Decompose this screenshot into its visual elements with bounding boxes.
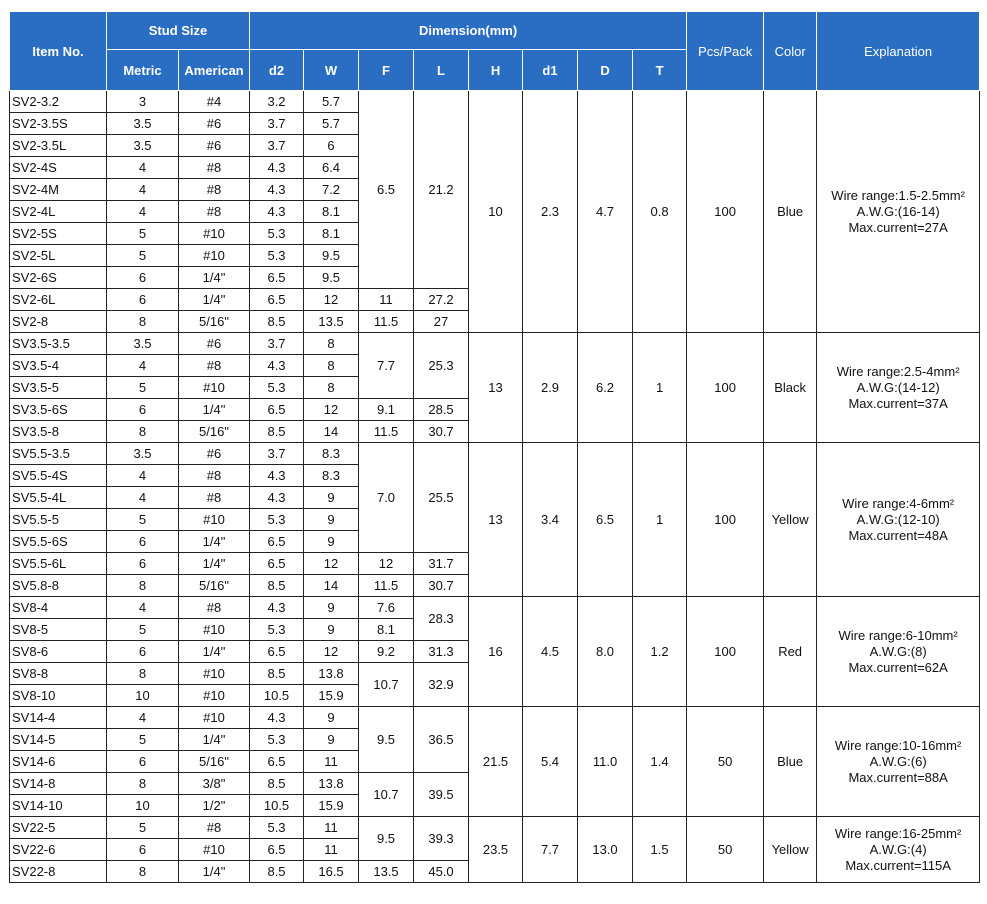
w-cell: 12 (304, 289, 359, 311)
metric-cell: 10 (107, 685, 179, 707)
metric-cell: 6 (107, 399, 179, 421)
metric-cell: 6 (107, 531, 179, 553)
metric-cell: 4 (107, 707, 179, 729)
table-row (10, 597, 980, 619)
l-cell: 30.7 (414, 421, 469, 443)
explanation-line: A.W.G:(16-14) (856, 203, 940, 219)
metric-cell: 3.5 (107, 135, 179, 157)
item-no-cell: SV14-4 (10, 707, 107, 729)
d-cell: 6.5 (578, 443, 633, 597)
d2-cell: 10.5 (250, 685, 304, 707)
explanation-line: Wire range:6-10mm² (838, 627, 958, 643)
american-cell: #6 (179, 333, 250, 355)
w-cell: 8.3 (304, 465, 359, 487)
w-cell: 7.2 (304, 179, 359, 201)
american-cell: #8 (179, 465, 250, 487)
l-cell: 31.7 (414, 553, 469, 575)
d2-cell: 4.3 (250, 355, 304, 377)
item-no-cell: SV2-5S (10, 223, 107, 245)
l-cell: 25.5 (414, 443, 469, 553)
d2-cell: 4.3 (250, 157, 304, 179)
item-no-cell: SV8-6 (10, 641, 107, 663)
d2-cell: 5.3 (250, 509, 304, 531)
item-no-cell: SV5.5-3.5 (10, 443, 107, 465)
metric-cell: 5 (107, 509, 179, 531)
w-cell: 14 (304, 575, 359, 597)
l-cell: 27 (414, 311, 469, 333)
american-cell: #10 (179, 663, 250, 685)
d2-cell: 4.3 (250, 707, 304, 729)
d2-cell: 4.3 (250, 597, 304, 619)
american-cell: 5/16" (179, 421, 250, 443)
f-cell: 6.5 (359, 91, 414, 289)
d2-cell: 5.3 (250, 729, 304, 751)
metric-cell: 4 (107, 465, 179, 487)
table-row (10, 707, 980, 729)
w-cell: 11 (304, 839, 359, 861)
american-cell: #6 (179, 135, 250, 157)
header-item-no: Item No. (10, 12, 107, 91)
american-cell: #8 (179, 201, 250, 223)
item-no-cell: SV8-5 (10, 619, 107, 641)
header-dimension: Dimension(mm) (250, 12, 687, 50)
metric-cell: 4 (107, 179, 179, 201)
l-cell: 25.3 (414, 333, 469, 399)
w-cell: 12 (304, 399, 359, 421)
american-cell: #6 (179, 443, 250, 465)
f-cell: 11.5 (359, 575, 414, 597)
item-no-cell: SV8-4 (10, 597, 107, 619)
item-no-cell: SV22-8 (10, 861, 107, 883)
explanation-cell (817, 443, 980, 597)
d2-cell: 8.5 (250, 861, 304, 883)
w-cell: 13.8 (304, 773, 359, 795)
w-cell: 8.3 (304, 443, 359, 465)
item-no-cell: SV5.5-4S (10, 465, 107, 487)
d-cell: 13.0 (578, 817, 633, 883)
metric-cell: 4 (107, 597, 179, 619)
w-cell: 9 (304, 487, 359, 509)
w-cell: 9 (304, 729, 359, 751)
explanation-line: A.W.G:(4) (869, 841, 927, 857)
d2-cell: 8.5 (250, 773, 304, 795)
explanation-cell (817, 333, 980, 443)
t-cell: 1 (633, 443, 687, 597)
metric-cell: 5 (107, 377, 179, 399)
l-cell: 30.7 (414, 575, 469, 597)
table-body (10, 91, 980, 883)
item-no-cell: SV5.5-4L (10, 487, 107, 509)
f-cell: 8.1 (359, 619, 414, 641)
american-cell: #8 (179, 597, 250, 619)
metric-cell: 3.5 (107, 113, 179, 135)
w-cell: 13.5 (304, 311, 359, 333)
item-no-cell: SV2-6L (10, 289, 107, 311)
d-cell: 6.2 (578, 333, 633, 443)
d1-cell: 3.4 (523, 443, 578, 597)
explanation-line: A.W.G:(6) (869, 753, 927, 769)
d2-cell: 6.5 (250, 399, 304, 421)
american-cell: 1/4" (179, 399, 250, 421)
d2-cell: 8.5 (250, 311, 304, 333)
header-metric: Metric (107, 50, 179, 91)
l-cell: 21.2 (414, 91, 469, 289)
d2-cell: 3.7 (250, 135, 304, 157)
f-cell: 7.6 (359, 597, 414, 619)
item-no-cell: SV3.5-8 (10, 421, 107, 443)
explanation-cell (817, 597, 980, 707)
item-no-cell: SV8-8 (10, 663, 107, 685)
d2-cell: 3.7 (250, 333, 304, 355)
header-w: W (304, 50, 359, 91)
f-cell: 9.5 (359, 707, 414, 773)
h-cell: 13 (469, 443, 523, 597)
american-cell: #10 (179, 509, 250, 531)
d2-cell: 10.5 (250, 795, 304, 817)
header-explanation: Explanation (817, 12, 980, 91)
item-no-cell: SV14-6 (10, 751, 107, 773)
color-cell: Yellow (764, 443, 817, 597)
d2-cell: 5.3 (250, 619, 304, 641)
d1-cell: 5.4 (523, 707, 578, 817)
f-cell: 9.5 (359, 817, 414, 861)
metric-cell: 4 (107, 487, 179, 509)
item-no-cell: SV14-8 (10, 773, 107, 795)
w-cell: 5.7 (304, 113, 359, 135)
d2-cell: 5.3 (250, 223, 304, 245)
h-cell: 21.5 (469, 707, 523, 817)
d2-cell: 6.5 (250, 289, 304, 311)
h-cell: 13 (469, 333, 523, 443)
american-cell: 1/2" (179, 795, 250, 817)
metric-cell: 3 (107, 91, 179, 113)
d2-cell: 8.5 (250, 663, 304, 685)
item-no-cell: SV2-3.5L (10, 135, 107, 157)
item-no-cell: SV2-5L (10, 245, 107, 267)
metric-cell: 8 (107, 575, 179, 597)
item-no-cell: SV14-5 (10, 729, 107, 751)
d2-cell: 6.5 (250, 531, 304, 553)
item-no-cell: SV5.5-6S (10, 531, 107, 553)
h-cell: 10 (469, 91, 523, 333)
metric-cell: 5 (107, 619, 179, 641)
item-no-cell: SV2-3.5S (10, 113, 107, 135)
metric-cell: 8 (107, 311, 179, 333)
american-cell: #10 (179, 839, 250, 861)
w-cell: 8.1 (304, 223, 359, 245)
american-cell: #8 (179, 157, 250, 179)
w-cell: 9 (304, 597, 359, 619)
color-cell: Red (764, 597, 817, 707)
d2-cell: 3.7 (250, 113, 304, 135)
american-cell: #10 (179, 707, 250, 729)
f-cell: 10.7 (359, 773, 414, 817)
metric-cell: 6 (107, 641, 179, 663)
metric-cell: 8 (107, 861, 179, 883)
american-cell: #8 (179, 817, 250, 839)
f-cell: 12 (359, 553, 414, 575)
d2-cell: 6.5 (250, 553, 304, 575)
item-no-cell: SV22-5 (10, 817, 107, 839)
metric-cell: 5 (107, 245, 179, 267)
american-cell: 1/4" (179, 729, 250, 751)
w-cell: 8.1 (304, 201, 359, 223)
explanation-line: Wire range:1.5-2.5mm² (831, 187, 965, 203)
explanation-line: Max.current=115A (845, 857, 951, 873)
metric-cell: 4 (107, 157, 179, 179)
metric-cell: 6 (107, 839, 179, 861)
american-cell: 5/16" (179, 575, 250, 597)
metric-cell: 4 (107, 355, 179, 377)
w-cell: 9.5 (304, 267, 359, 289)
f-cell: 11.5 (359, 421, 414, 443)
metric-cell: 6 (107, 553, 179, 575)
american-cell: 1/4" (179, 289, 250, 311)
w-cell: 9.5 (304, 245, 359, 267)
item-no-cell: SV3.5-4 (10, 355, 107, 377)
w-cell: 8 (304, 333, 359, 355)
d2-cell: 6.5 (250, 751, 304, 773)
explanation-line: Max.current=88A (848, 769, 948, 785)
f-cell: 10.7 (359, 663, 414, 707)
spec-table (9, 11, 980, 883)
t-cell: 1.5 (633, 817, 687, 883)
t-cell: 1 (633, 333, 687, 443)
l-cell: 36.5 (414, 707, 469, 773)
header-d2: d2 (250, 50, 304, 91)
t-cell: 0.8 (633, 91, 687, 333)
metric-cell: 5 (107, 817, 179, 839)
t-cell: 1.2 (633, 597, 687, 707)
american-cell: #4 (179, 91, 250, 113)
explanation-cell (817, 91, 980, 333)
w-cell: 5.7 (304, 91, 359, 113)
d2-cell: 8.5 (250, 421, 304, 443)
l-cell: 45.0 (414, 861, 469, 883)
w-cell: 6.4 (304, 157, 359, 179)
metric-cell: 3.5 (107, 443, 179, 465)
item-no-cell: SV5.8-8 (10, 575, 107, 597)
explanation-line: A.W.G:(12-10) (856, 511, 940, 527)
pcs-pack-cell: 50 (687, 707, 764, 817)
item-no-cell: SV14-10 (10, 795, 107, 817)
d2-cell: 3.7 (250, 443, 304, 465)
w-cell: 9 (304, 531, 359, 553)
t-cell: 1.4 (633, 707, 687, 817)
d1-cell: 4.5 (523, 597, 578, 707)
h-cell: 23.5 (469, 817, 523, 883)
header-f: F (359, 50, 414, 91)
explanation-line: Wire range:10-16mm² (834, 737, 962, 753)
item-no-cell: SV8-10 (10, 685, 107, 707)
header-l: L (414, 50, 469, 91)
d2-cell: 5.3 (250, 817, 304, 839)
header-h: H (469, 50, 523, 91)
american-cell: #8 (179, 355, 250, 377)
w-cell: 9 (304, 707, 359, 729)
l-cell: 32.9 (414, 663, 469, 707)
metric-cell: 4 (107, 201, 179, 223)
f-cell: 13.5 (359, 861, 414, 883)
metric-cell: 10 (107, 795, 179, 817)
american-cell: 1/4" (179, 861, 250, 883)
american-cell: #10 (179, 619, 250, 641)
pcs-pack-cell: 100 (687, 597, 764, 707)
color-cell: Yellow (764, 817, 817, 883)
header-stud-size: Stud Size (107, 12, 250, 50)
explanation-line: Wire range:16-25mm² (834, 825, 962, 841)
american-cell: 1/4" (179, 267, 250, 289)
metric-cell: 6 (107, 289, 179, 311)
color-cell: Blue (764, 707, 817, 817)
american-cell: #8 (179, 179, 250, 201)
f-cell: 11.5 (359, 311, 414, 333)
w-cell: 9 (304, 619, 359, 641)
metric-cell: 5 (107, 223, 179, 245)
f-cell: 7.0 (359, 443, 414, 553)
item-no-cell: SV5.5-6L (10, 553, 107, 575)
pcs-pack-cell: 100 (687, 333, 764, 443)
american-cell: #10 (179, 377, 250, 399)
pcs-pack-cell: 50 (687, 817, 764, 883)
color-cell: Blue (764, 91, 817, 333)
header-color: Color (764, 12, 817, 91)
header-t: T (633, 50, 687, 91)
explanation-cell (817, 707, 980, 817)
explanation-line: Max.current=37A (848, 395, 948, 411)
explanation-line: Max.current=48A (848, 527, 948, 543)
american-cell: 3/8" (179, 773, 250, 795)
pcs-pack-cell: 100 (687, 443, 764, 597)
metric-cell: 8 (107, 773, 179, 795)
pcs-pack-cell: 100 (687, 91, 764, 333)
item-no-cell: SV2-8 (10, 311, 107, 333)
american-cell: #8 (179, 487, 250, 509)
f-cell: 7.7 (359, 333, 414, 399)
d1-cell: 7.7 (523, 817, 578, 883)
d2-cell: 4.3 (250, 201, 304, 223)
item-no-cell: SV5.5-5 (10, 509, 107, 531)
l-cell: 39.3 (414, 817, 469, 861)
d2-cell: 5.3 (250, 245, 304, 267)
metric-cell: 6 (107, 267, 179, 289)
table-row (10, 333, 980, 355)
explanation-line: Max.current=62A (848, 659, 948, 675)
header-american: American (179, 50, 250, 91)
w-cell: 9 (304, 509, 359, 531)
item-no-cell: SV2-6S (10, 267, 107, 289)
header-pcs-pack: Pcs/Pack (687, 12, 764, 91)
american-cell: #10 (179, 245, 250, 267)
explanation-line: Wire range:2.5-4mm² (836, 363, 960, 379)
item-no-cell: SV3.5-6S (10, 399, 107, 421)
w-cell: 11 (304, 817, 359, 839)
explanation-line: A.W.G:(8) (869, 643, 927, 659)
d2-cell: 5.3 (250, 377, 304, 399)
l-cell: 31.3 (414, 641, 469, 663)
d1-cell: 2.3 (523, 91, 578, 333)
d2-cell: 4.3 (250, 179, 304, 201)
explanation-line: Wire range:4-6mm² (842, 495, 955, 511)
american-cell: #6 (179, 113, 250, 135)
h-cell: 16 (469, 597, 523, 707)
d2-cell: 6.5 (250, 641, 304, 663)
w-cell: 8 (304, 355, 359, 377)
table-row (10, 443, 980, 465)
d2-cell: 6.5 (250, 267, 304, 289)
d-cell: 8.0 (578, 597, 633, 707)
table-row (10, 817, 980, 839)
american-cell: #10 (179, 685, 250, 707)
w-cell: 15.9 (304, 795, 359, 817)
w-cell: 16.5 (304, 861, 359, 883)
item-no-cell: SV2-4L (10, 201, 107, 223)
item-no-cell: SV2-4S (10, 157, 107, 179)
item-no-cell: SV3.5-5 (10, 377, 107, 399)
l-cell: 39.5 (414, 773, 469, 817)
item-no-cell: SV22-6 (10, 839, 107, 861)
item-no-cell: SV2-3.2 (10, 91, 107, 113)
l-cell: 28.5 (414, 399, 469, 421)
f-cell: 9.1 (359, 399, 414, 421)
metric-cell: 8 (107, 663, 179, 685)
f-cell: 11 (359, 289, 414, 311)
d2-cell: 4.3 (250, 465, 304, 487)
american-cell: 1/4" (179, 553, 250, 575)
l-cell: 28.3 (414, 597, 469, 641)
american-cell: #10 (179, 223, 250, 245)
d2-cell: 8.5 (250, 575, 304, 597)
d-cell: 4.7 (578, 91, 633, 333)
american-cell: 5/16" (179, 311, 250, 333)
w-cell: 6 (304, 135, 359, 157)
d2-cell: 6.5 (250, 839, 304, 861)
metric-cell: 5 (107, 729, 179, 751)
item-no-cell: SV3.5-3.5 (10, 333, 107, 355)
w-cell: 12 (304, 641, 359, 663)
header-D: D (578, 50, 633, 91)
color-cell: Black (764, 333, 817, 443)
d1-cell: 2.9 (523, 333, 578, 443)
f-cell: 9.2 (359, 641, 414, 663)
w-cell: 13.8 (304, 663, 359, 685)
american-cell: 1/4" (179, 531, 250, 553)
table-row (10, 91, 980, 113)
metric-cell: 8 (107, 421, 179, 443)
w-cell: 11 (304, 751, 359, 773)
american-cell: 5/16" (179, 751, 250, 773)
explanation-line: A.W.G:(14-12) (856, 379, 940, 395)
d2-cell: 4.3 (250, 487, 304, 509)
d-cell: 11.0 (578, 707, 633, 817)
w-cell: 8 (304, 377, 359, 399)
american-cell: 1/4" (179, 641, 250, 663)
l-cell: 27.2 (414, 289, 469, 311)
item-no-cell: SV2-4M (10, 179, 107, 201)
w-cell: 15.9 (304, 685, 359, 707)
metric-cell: 6 (107, 751, 179, 773)
header-d1: d1 (523, 50, 578, 91)
d2-cell: 3.2 (250, 91, 304, 113)
explanation-line: Max.current=27A (848, 219, 948, 235)
explanation-cell (817, 817, 980, 883)
w-cell: 12 (304, 553, 359, 575)
w-cell: 14 (304, 421, 359, 443)
metric-cell: 3.5 (107, 333, 179, 355)
